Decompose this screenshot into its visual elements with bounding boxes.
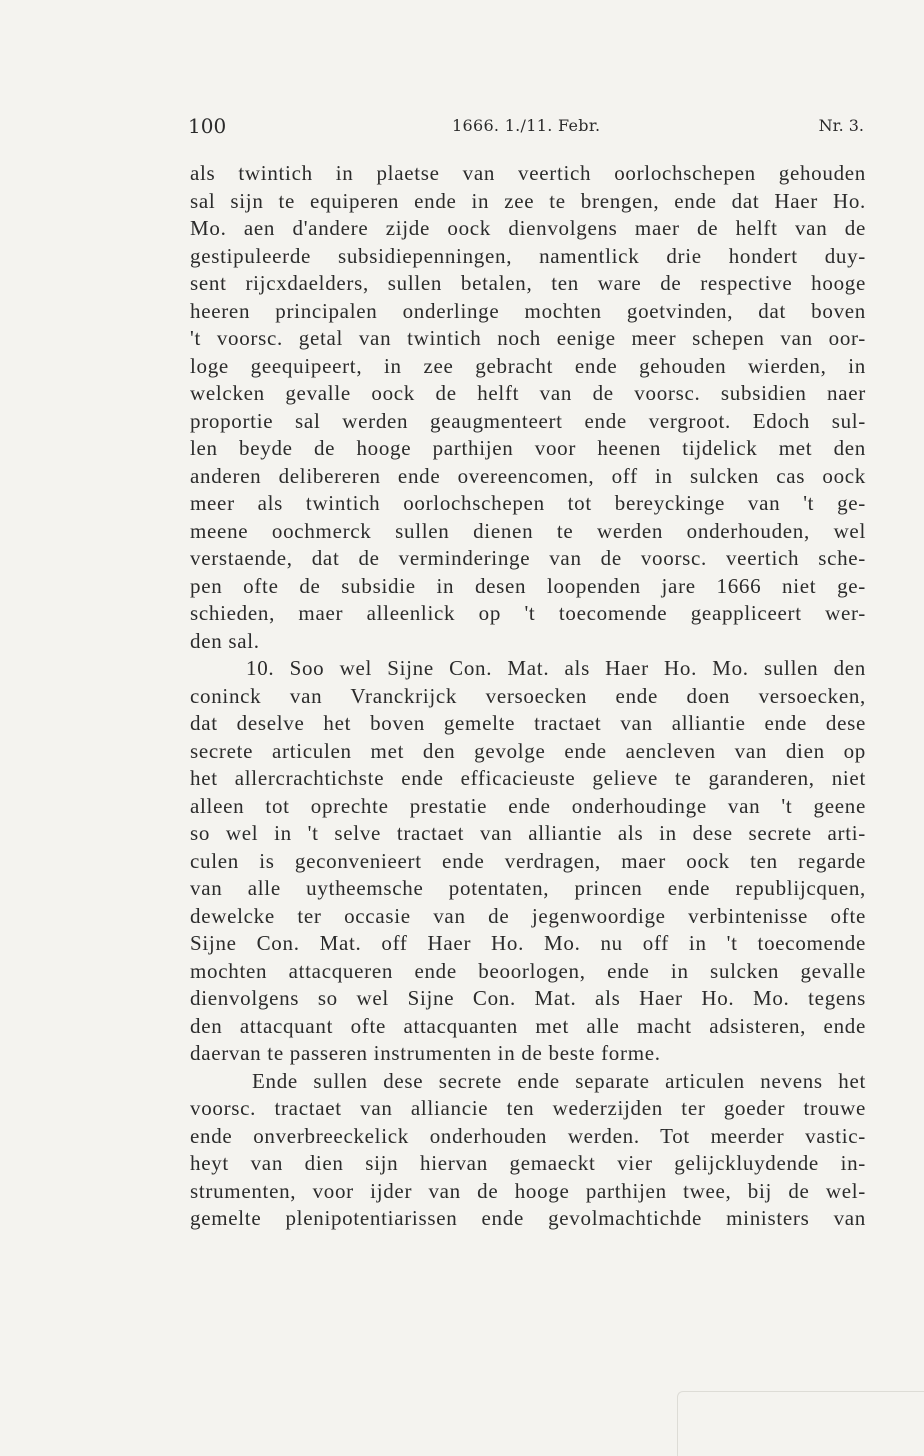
page-number: 100 — [188, 114, 227, 138]
scan-corner-mark — [677, 1391, 924, 1456]
text-line: sent rijcxdaelders, sullen betalen, ten ware de respective hooge — [190, 271, 866, 295]
text-line: Sijne Con. Mat. off Haer Ho. Mo. nu off in 't toecomende — [190, 931, 866, 955]
text-line: van alle uytheemsche potentaten, princen ende republijcquen, — [190, 876, 866, 900]
text-line: pen ofte de subsidie in desen loopenden jare 1666 niet ge- — [190, 573, 866, 598]
text-line: secrete articulen met den gevolge ende aencleven van dien op — [190, 738, 866, 763]
text-line: als twintich in plaetse van veertich oorlochschepen gehouden — [190, 161, 866, 185]
text-line: gestipuleerde subsidiepenningen, namentlick drie hondert duy- — [190, 243, 866, 268]
text-line: so wel in 't selve tractaet van alliantie als in dese secrete arti- — [190, 821, 866, 845]
text-line: dat deselve het boven gemelte tractaet van alliantie ende dese — [190, 711, 866, 735]
text-line: het allercrachtichste ende efficacieuste gelieve te garanderen, niet — [190, 766, 866, 790]
text-line: welcken gevalle oock de helft van de voorsc. subsidien naer — [190, 381, 866, 405]
text-line: daervan te passeren instrumenten in de beste forme. — [190, 1041, 661, 1065]
text-line: meene oochmerck sullen dienen te werden onderhouden, wel — [190, 518, 866, 543]
text-line: 10. Soo wel Sijne Con. Mat. als Haer Ho. Mo. sullen den — [246, 656, 866, 680]
text-line: alleen tot oprechte prestatie ende onderhoudinge van 't geene — [190, 793, 866, 818]
text-line: 't voorsc. getal van twintich noch eenige meer schepen van oor- — [190, 326, 866, 350]
text-line: den sal. — [190, 628, 260, 653]
text-line: proportie sal werden geaugmenteert ende vergroot. Edoch sul- — [190, 408, 866, 433]
text-line: heyt van dien sijn hiervan gemaeckt vier gelijckluydende in- — [190, 1151, 866, 1175]
text-line: ende onverbreeckelick onderhouden werden. Tot meerder vastic- — [190, 1123, 866, 1148]
text-line: Ende sullen dese secrete ende separate articulen nevens het — [252, 1068, 866, 1093]
text-line: sal sijn te equiperen ende in zee te brengen, ende dat Haer Ho. — [190, 188, 866, 213]
header-date: 1666. 1./11. Febr. — [452, 116, 601, 135]
text-line: gemelte plenipotentiarissen ende gevolmachtichde ministers van — [190, 1206, 866, 1230]
body-text — [190, 160, 866, 1233]
text-line: heeren principalen onderlinge mochten goetvinden, dat boven — [190, 298, 866, 323]
text-line: loge geequipeert, in zee gebracht ende gehouden wierden, in — [190, 353, 866, 378]
text-line: mochten attacqueren ende beoorlogen, ende in sulcken gevalle — [190, 958, 866, 983]
document-number: Nr. 3. — [818, 116, 864, 135]
text-line: verstaende, dat de verminderinge van de voorsc. veertich sche- — [190, 546, 866, 570]
page-header — [188, 114, 864, 144]
text-line: culen is geconvenieert ende verdragen, maer oock ten regarde — [190, 848, 866, 873]
text-line: den attacquant ofte attacquanten met alle macht adsisteren, ende — [190, 1013, 866, 1038]
text-line: voorsc. tractaet van alliancie ten wederzijden ter goeder trouwe — [190, 1096, 866, 1120]
text-line: dewelcke ter occasie van de jegenwoordige verbintenisse ofte — [190, 903, 866, 928]
text-line: meer als twintich oorlochschepen tot bereyckinge van 't ge- — [190, 491, 866, 515]
text-line: anderen delibereren ende overeencomen, off in sulcken cas oock — [190, 463, 866, 488]
text-line: dienvolgens so wel Sijne Con. Mat. als Haer Ho. Mo. tegens — [190, 986, 866, 1010]
text-line: schieden, maer alleenlick op 't toecomende geappliceert wer- — [190, 601, 866, 625]
text-line: strumenten, voor ijder van de hooge parthijen twee, bij de wel- — [190, 1178, 866, 1203]
text-line: Mo. aen d'andere zijde oock dienvolgens maer de helft van de — [190, 216, 866, 240]
text-line: len beyde de hooge parthijen voor heenen tijdelick met den — [190, 436, 866, 460]
text-line: coninck van Vranckrijck versoecken ende doen versoecken, — [190, 683, 866, 708]
